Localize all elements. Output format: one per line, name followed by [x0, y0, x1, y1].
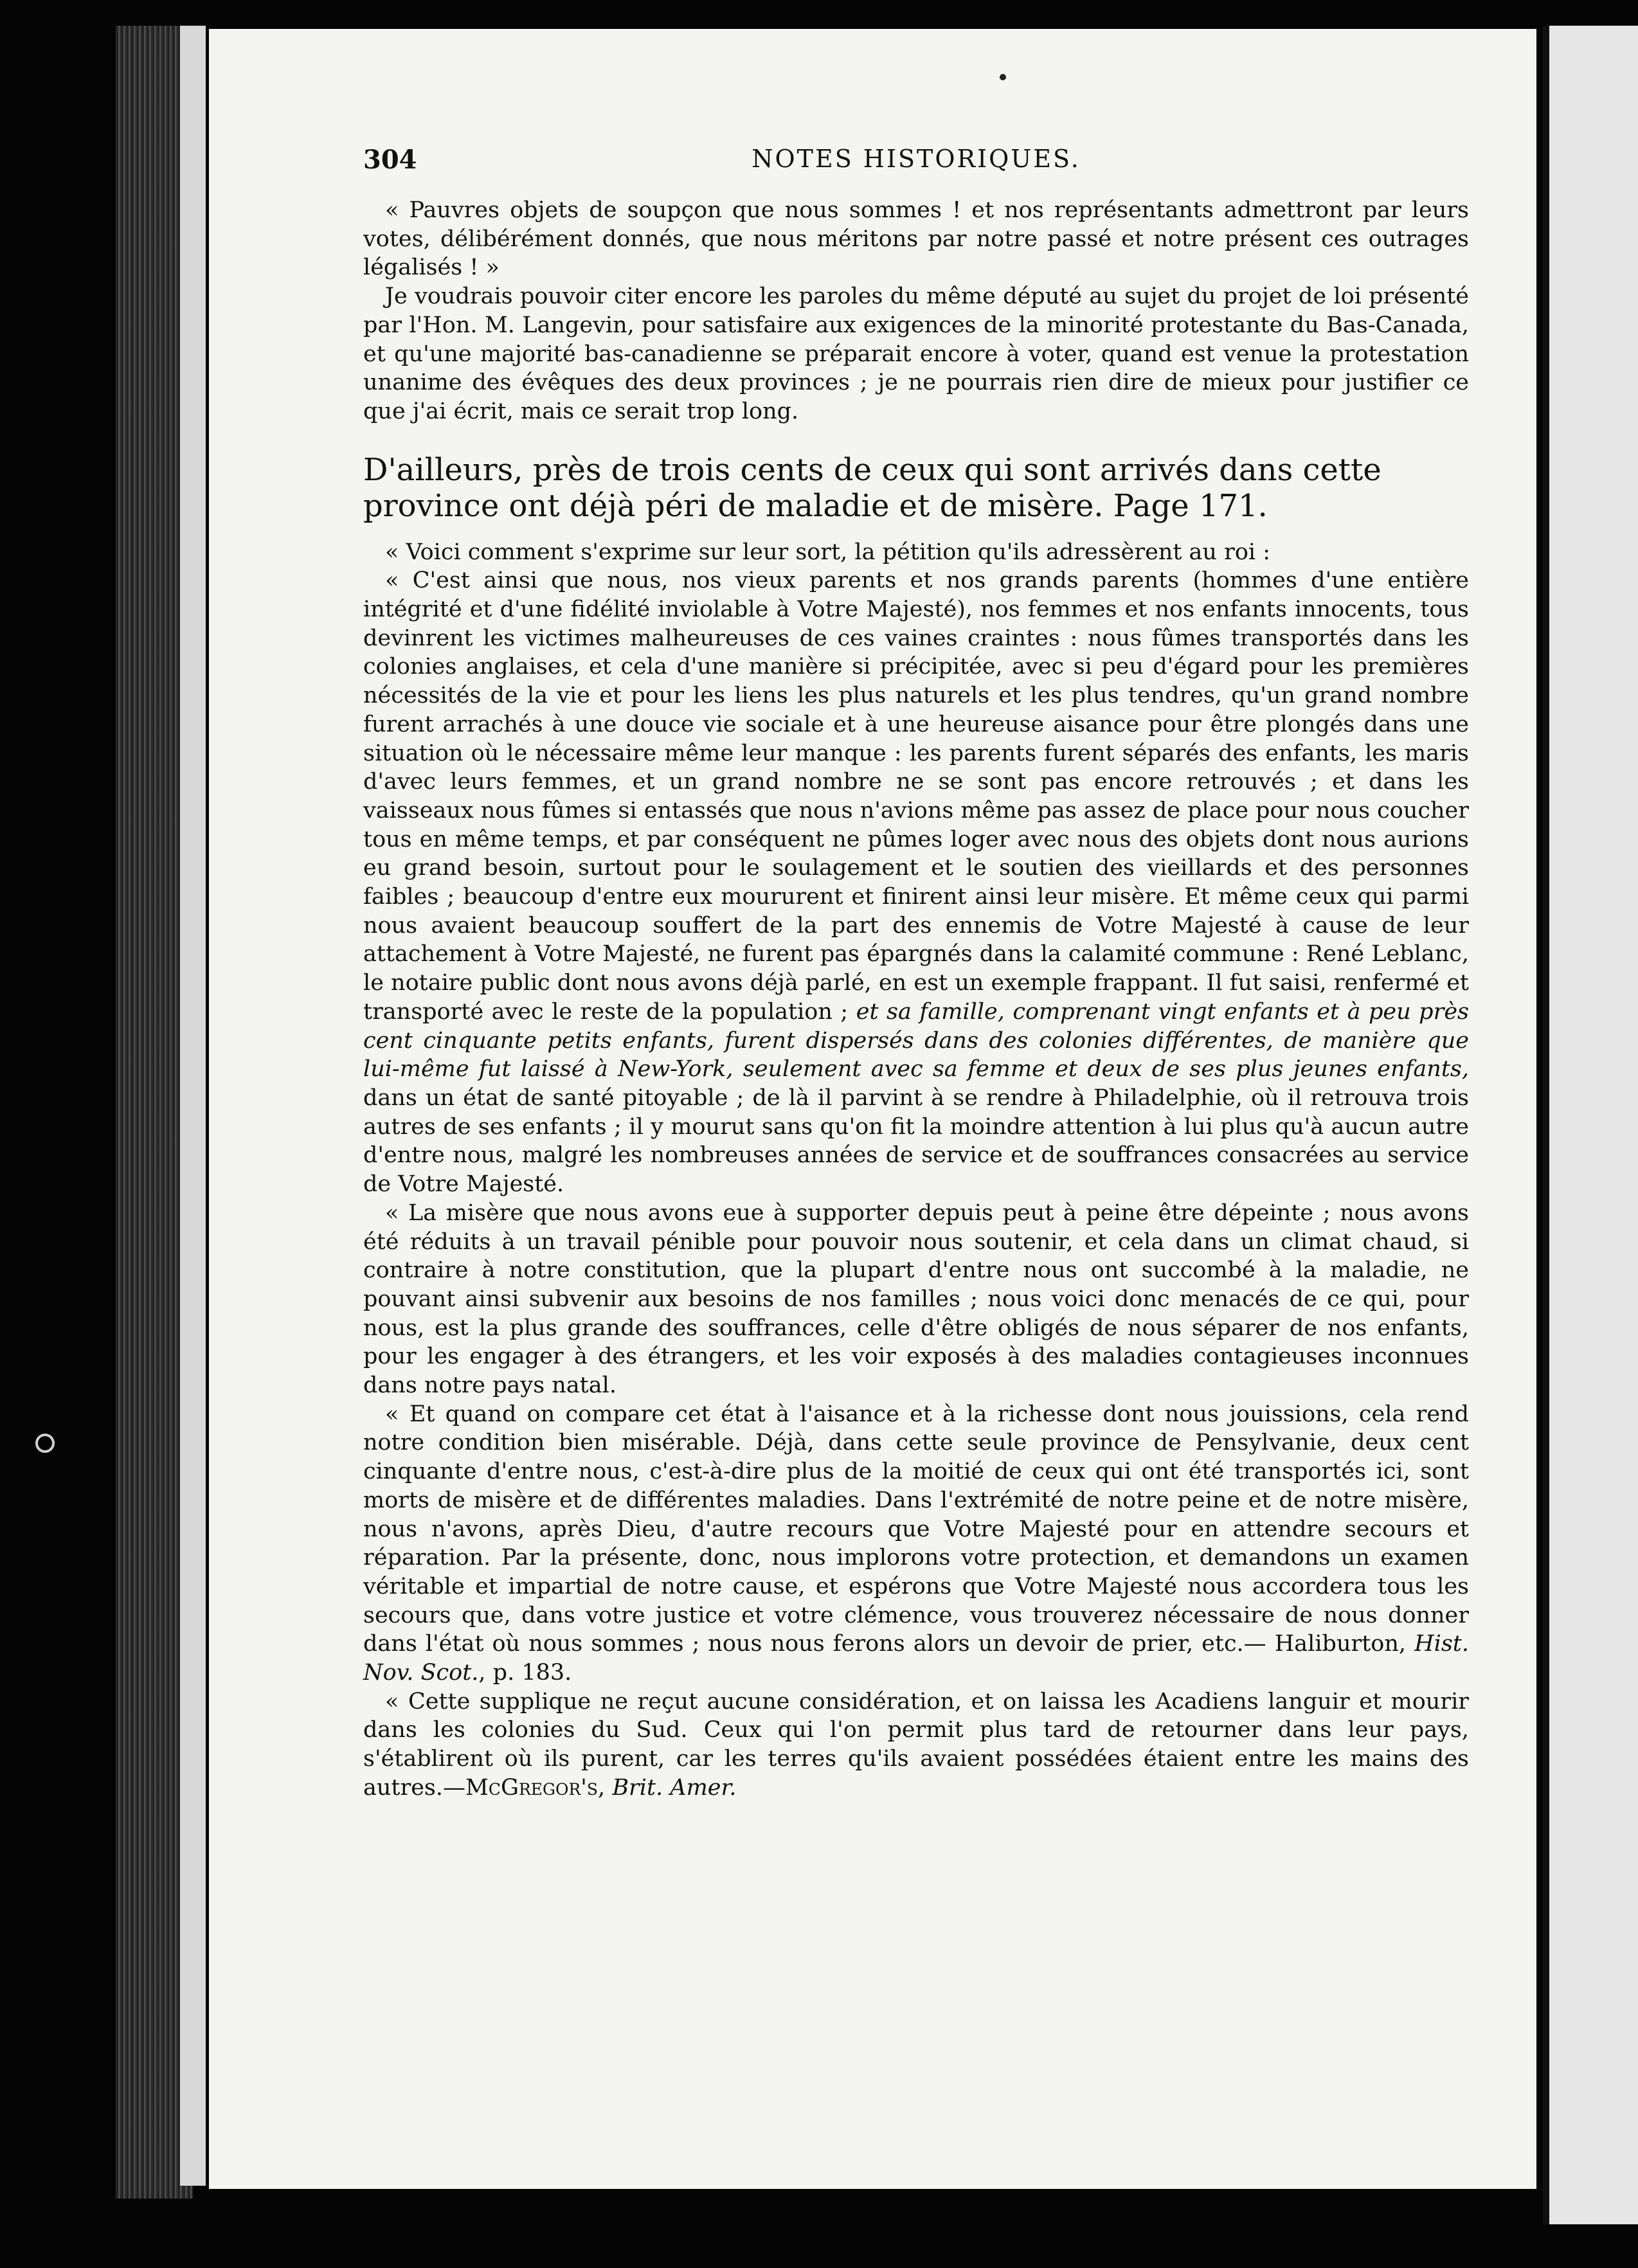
page-number: 304	[363, 145, 417, 175]
petition-3-text: « Et quand on compare cet état à l'aisance et à la richesse dont nous jouissions, cela rend notre condition bien misérable. Déjà, dans cette seule province de Pensylvanie, deux cent cinquante d'entre nous, c'est-à-dire plus de la moitié de ceux qui ont été transportés ici, sont morts de misère et de différentes maladies. Dans l'extrémité de notre peine et de notre misère, nous n'avons, après Dieu, d'autre recours que Votre Majesté pour en attendre secours et réparation. Par la présente, donc, nous implorons votre protection, et demandons un examen véritable et impartial de notre cause, et espérons que Votre Majesté nous accordera tous les secours que, dans votre justice et votre clémence, vous trouverez nécessaire de nous donner dans l'état où nous sommes ; nous nous ferons alors un devoir de prier, etc.— Haliburton,	[363, 1401, 1469, 1657]
paragraph-langevin: Je voudrais pouvoir citer encore les paroles du même député au sujet du projet de loi présenté par l'Hon. M. Langevin, pour satisfaire aux exigences de la minorité protestante du Bas-Canada, et qu'une majorité bas-canadienne se préparait encore à voter, quand est venue la protestation unanime des évêques des deux provinces ; je ne pourrais rien dire de mieux pour justifier ce que j'ai écrit, mais ce serait trop long.	[363, 284, 1469, 424]
book-page	[209, 29, 1536, 2189]
paragraph-quote-deputy: « Pauvres objets de soupçon que nous sommes ! et nos représentants admettront par leurs votes, délibérément donnés, que nous méritons par notre passé et notre présent ces outrages légalisés ! »	[363, 197, 1469, 281]
ink-speck	[1000, 74, 1006, 80]
petition-text-a: « C'est ainsi que nous, nos vieux parents et nos grands parents (hommes d'une entière intégrité et d'une fidélité inviolable à Votre Majesté), nos femmes et nos enfants innocents, tous devinrent les victimes malheureuses de ces vaines craintes : nous fûmes transportés dans les colonies anglaises, et cela d'une manière si précipitée, avec si peu d'égard pour les premières nécessités de la vie et pour les liens les plus naturels et les plus tendres, qu'un grand nombre furent arrachés à une douce vie sociale et à une heureuse aisance pour être plongés dans une situation où le nécessaire même leur manque : les parents furent séparés des enfants, les maris d'avec leurs femmes, et un grand nombre ne se sont pas encore retrouvés ; et dans les vaisseaux nous fûmes si entassés que nous n'avions même pas assez de place pour nous coucher tous en même temps, et par conséquent ne pûmes loger avec nous des objets dont nous aurions eu grand besoin, surtout pour le soulagement et le soutien des vieillards et des personnes faibles ; beaucoup d'entre eux moururent et finirent ainsi leur misère. Et même ceux qui parmi nous avaient beaucoup souffert de la part des ennemis de Votre Majesté à cause de leur attachement à Votre Majesté, ne furent pas épargnés dans la calamité commune : René Leblanc, le notaire public dont nous avons déjà parlé, en est un exemple frappant. Il fut saisi, renfermé et transporté avec le reste de la population ;	[363, 568, 1469, 1025]
paragraph-petition-2: « La misère que nous avons eue à supporter depuis peut à peine être dépeinte ; nous avons été réduits à un travail pénible pour pouvoir nous soutenir, et cela dans un climat chaud, si contraire à notre constitution, que la plupart d'entre nous ont succombé à la maladie, ne pouvant ainsi subvenir aux besoins de nos familles ; nous voici donc menacés de ce qui, pour nous, est la plus grande des souffrances, celle d'être obligés de nous séparer de nos enfants, pour les engager à des étrangers, et les voir exposés à des maladies contagieuses inconnues dans notre pays natal.	[363, 1200, 1469, 1399]
petition-text-italic: et sa famille, comprenant vingt enfants et à peu près cent cinquante petits enfants, furent dispersés dans des colonies différentes, de manière que lui-même fut laissé à New-York, seulement avec sa femme et deux de ses plus jeunes enfants,	[363, 998, 1469, 1083]
paragraph-petition-intro: « Voici comment s'exprime sur leur sort, la pétition qu'ils adressèrent au roi :	[385, 539, 1270, 565]
running-head	[363, 145, 1469, 196]
section-heading: D'ailleurs, près de trois cents de ceux qui sont arrivés dans cette province ont déjà péri de maladie et de misère. Page 171.	[363, 451, 1382, 524]
citation-page: , p. 183.	[478, 1660, 572, 1686]
paragraph-petition-1	[363, 566, 1469, 1198]
paragraph-petition-3	[363, 1400, 1469, 1688]
citation-haliburton: Hist. Nov. Scot.	[363, 1631, 1469, 1686]
page-content	[363, 145, 1469, 1803]
running-title: NOTES HISTORIQUES.	[752, 145, 1081, 173]
citation-work: Brit. Amer.	[612, 1774, 737, 1801]
paragraph-conclusion	[363, 1688, 1469, 1803]
conclusion-text: « Cette supplique ne reçut aucune considération, et on laissa les Acadiens languir et mourir dans les colonies du Sud. Ceux qui l'on permit plus tard de retourner dans leur pays, s'établirent où ils purent, car les terres qu'ils avaient possédées étaient entre les mains des autres.—	[363, 1688, 1469, 1801]
facing-page-edge	[1543, 26, 1638, 2224]
book-gutter	[180, 26, 206, 2186]
binding-hole	[35, 1434, 55, 1453]
citation-author: McGregor's,	[465, 1774, 606, 1801]
petition-text-b: dans un état de santé pitoyable ; de là il parvint à se rendre à Philadelphie, où il retrouva trois autres de ses enfants ; il y mourut sans qu'on fit la moindre attention à lui plus qu'à aucun autre d'entre nous, malgré les nombreuses années de service et de souffrances consacrées au service de Votre Majesté.	[363, 1084, 1469, 1198]
